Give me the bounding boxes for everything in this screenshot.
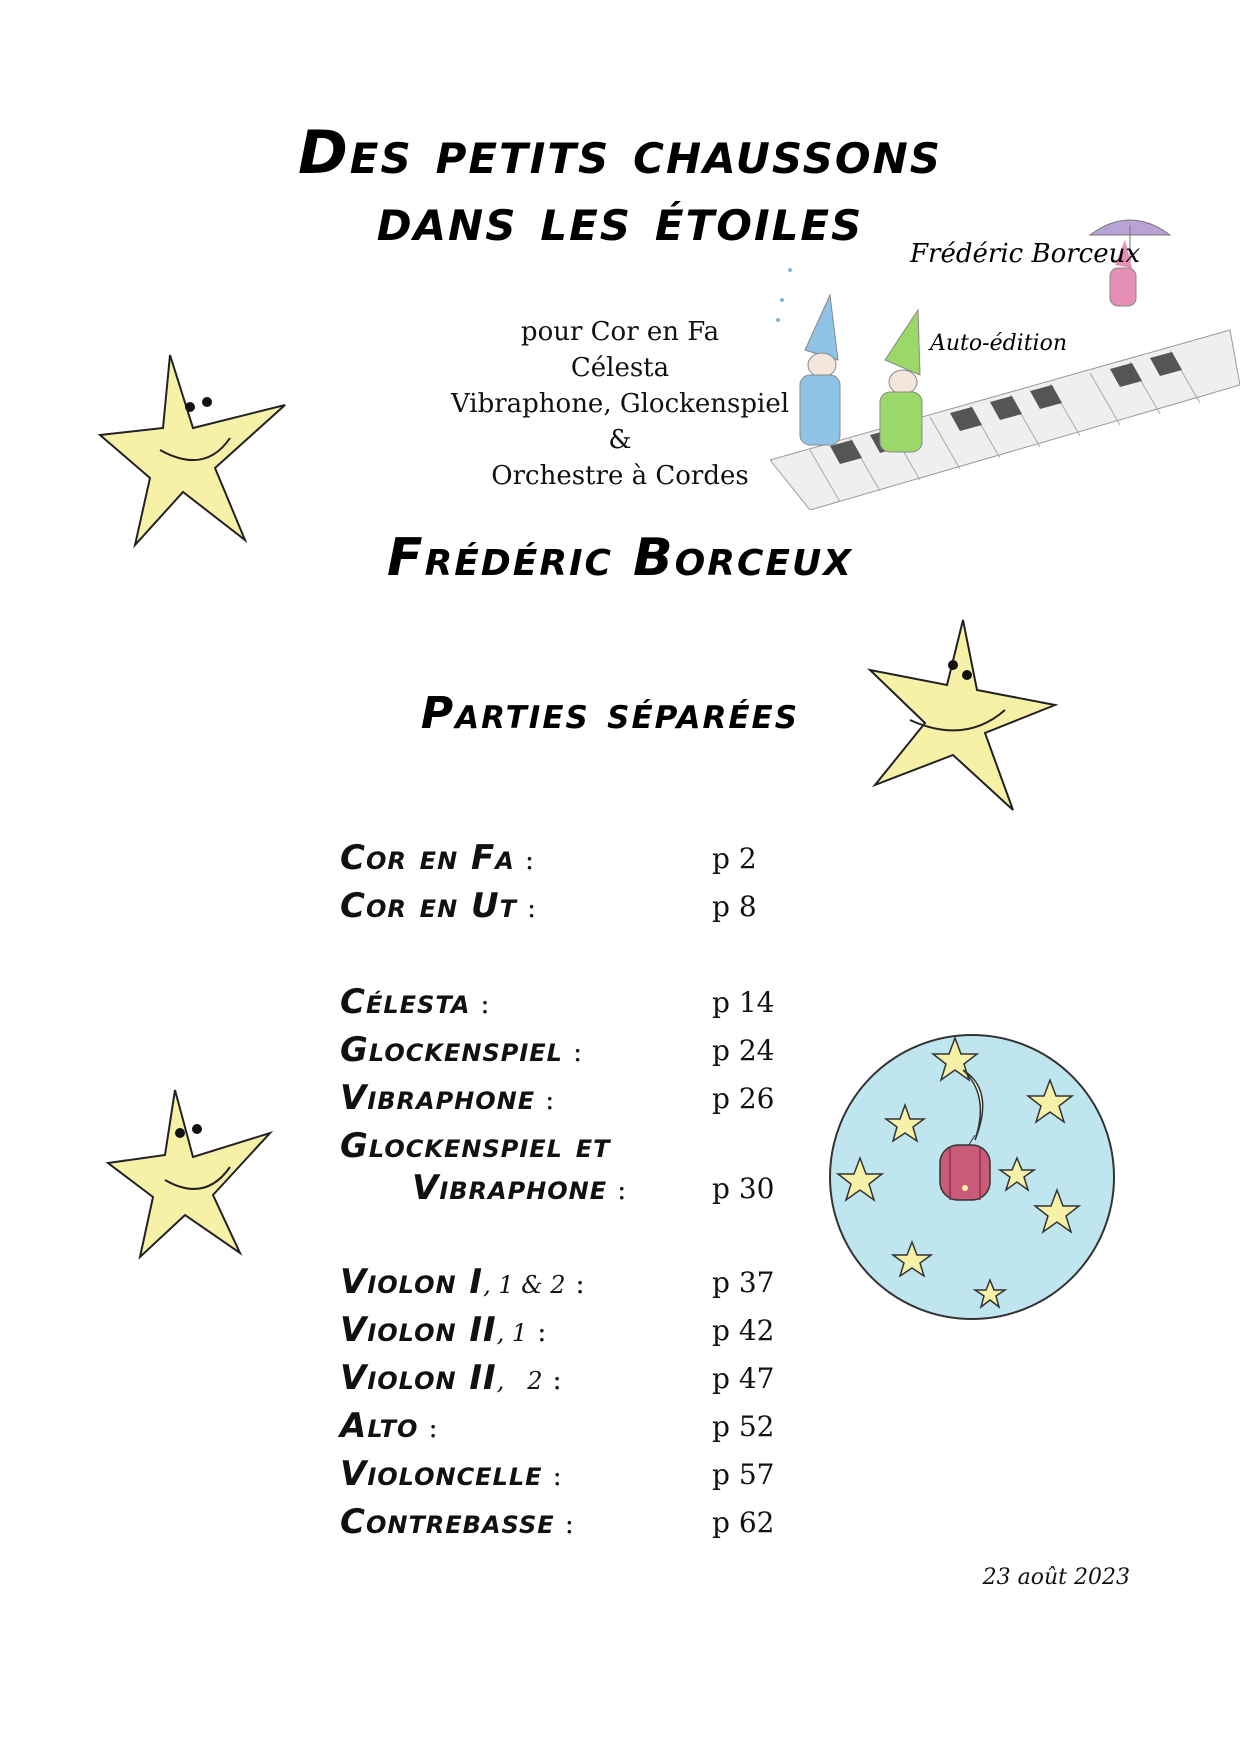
toc-part-name: Violon II: [340, 1310, 497, 1350]
toc-colon: :: [516, 891, 538, 924]
smiling-star-icon: [105, 1085, 285, 1260]
toc-part-name: Contrebasse: [340, 1502, 555, 1542]
toc-colon: :: [565, 1267, 586, 1300]
publication-date: 23 août 2023: [982, 1565, 1130, 1590]
toc-colon: :: [542, 1363, 563, 1396]
toc-row[interactable]: [340, 838, 820, 886]
piano-gnomes-illustration: [770, 210, 1240, 510]
toc-part-name: Célesta: [340, 982, 471, 1022]
starry-globe-illustration: [825, 1030, 1125, 1330]
toc-colon: :: [418, 1411, 439, 1444]
toc-page-number: p 57: [712, 1458, 775, 1491]
toc-part-name: Violoncelle: [340, 1454, 543, 1494]
green-gnome-icon: [880, 310, 922, 452]
toc-part-name: Vibraphone: [412, 1168, 608, 1208]
toc-page-number: p 24: [712, 1034, 775, 1067]
instrumentation: [400, 314, 840, 494]
toc-colon: :: [527, 1315, 548, 1348]
illustration-signature: Frédéric Borceux: [910, 239, 1141, 269]
smiling-star-icon: [95, 350, 305, 550]
composer-name: Frédéric Borceux: [387, 528, 853, 588]
instrumentation-line: Célesta: [570, 353, 670, 383]
toc-colon: :: [514, 843, 536, 876]
toc-page-number: p 37: [712, 1266, 775, 1299]
toc-part-name: Cor en Fa: [340, 838, 515, 878]
toc-part-detail: , 1: [496, 1319, 528, 1347]
toc-colon: :: [554, 1507, 576, 1540]
toc-row[interactable]: [340, 1454, 820, 1502]
toc-row[interactable]: [340, 886, 820, 934]
toc-part-name: Vibraphone: [340, 1078, 536, 1118]
toc-page-number: p 62: [712, 1506, 775, 1539]
instrumentation-line: Orchestre à Cordes: [491, 461, 749, 491]
toc-colon: :: [535, 1083, 556, 1116]
toc-part-detail: , 2: [496, 1367, 543, 1395]
toc-row[interactable]: [340, 1310, 820, 1358]
toc-part-name: Glockenspiel: [340, 1030, 563, 1070]
toc-part-name: Glockenspiel et: [340, 1126, 611, 1166]
toc-colon: :: [562, 1035, 584, 1068]
toc-part-name: Alto: [340, 1406, 419, 1446]
instrumentation-line: Vibraphone, Glockenspiel: [450, 389, 790, 419]
toc-part-name: Violon I: [340, 1262, 484, 1302]
toc-colon: :: [542, 1459, 563, 1492]
toc-row[interactable]: [340, 1358, 820, 1406]
instrumentation-line: &: [608, 425, 632, 455]
instrumentation-line: pour Cor en Fa: [520, 317, 720, 347]
title-line-1: Des petits chaussons: [298, 118, 942, 188]
toc-row[interactable]: [340, 1030, 820, 1078]
toc-row[interactable]: [340, 1078, 820, 1126]
toc-part-name: Violon II: [340, 1358, 497, 1398]
toc-part-name: Cor en Ut: [340, 886, 517, 926]
toc-row[interactable]: [340, 1168, 820, 1216]
toc-page-number: p 8: [712, 890, 757, 923]
toc-page-number: p 42: [712, 1314, 775, 1347]
toc-row[interactable]: [340, 1502, 820, 1550]
toc-part-detail: , 1 & 2: [483, 1271, 566, 1299]
title-line-2: dans les étoiles: [376, 185, 864, 255]
toc-page-number: p 52: [712, 1410, 775, 1443]
toc-row[interactable]: [340, 1406, 820, 1454]
illustration-publisher: Auto-édition: [930, 331, 1068, 356]
hanging-bag-icon: [940, 1145, 990, 1200]
toc-page-number: p 14: [712, 986, 775, 1019]
toc-page-number: p 2: [712, 842, 757, 875]
toc-page-number: p 30: [712, 1172, 775, 1205]
toc-row[interactable]: [340, 1126, 820, 1174]
toc-colon: :: [470, 987, 491, 1020]
section-heading: Parties séparées: [420, 688, 800, 739]
smiling-star-icon: [865, 615, 1065, 815]
toc-page-number: p 26: [712, 1082, 775, 1115]
toc-row[interactable]: [340, 982, 820, 1030]
toc-row[interactable]: [340, 1262, 820, 1310]
toc-page-number: p 47: [712, 1362, 775, 1395]
toc-colon: :: [607, 1173, 628, 1206]
